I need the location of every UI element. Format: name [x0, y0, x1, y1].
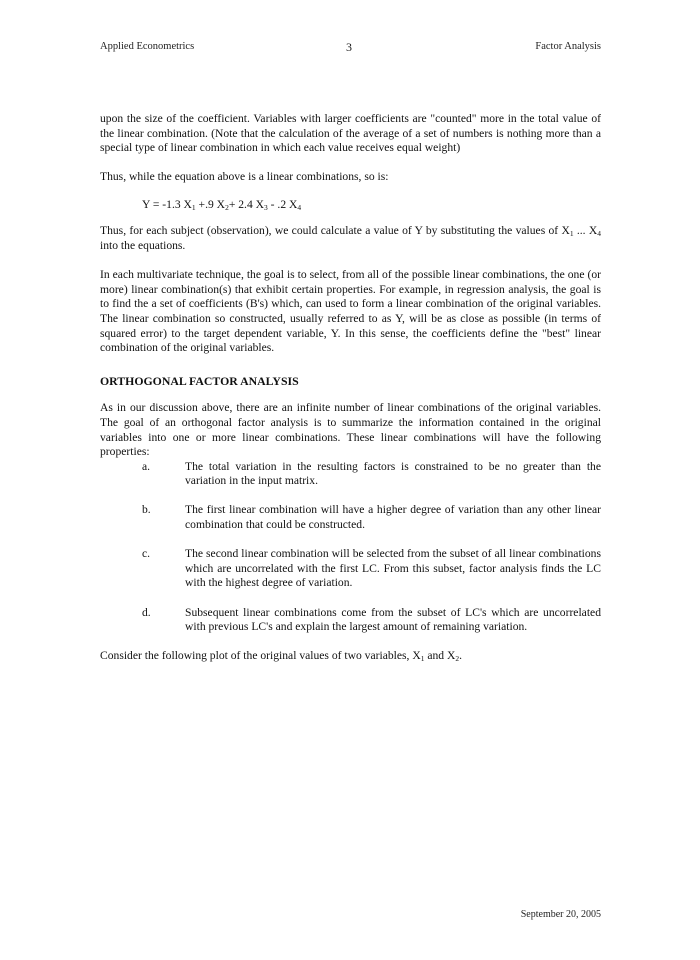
document-body — [100, 112, 601, 663]
properties-list — [100, 460, 601, 635]
list-item — [100, 547, 601, 591]
equation: Y = -1.3 $X_1 +.9$ $X_2+ 2.4$ $X_3 - .2$ $X_4$ — [142, 197, 302, 212]
paragraph-multivariate-goal: In each multivariate technique, the goal is to select, from all of the possible linear combinations, the one (or more) linear combination(s) that exhibit certain properties. For example, in regression analysis, the goal is to find the a set of coefficients (B's) which, can used to form a linear combination of the original variables. The linear combination so constructed, usually referred to as Y, will be as close as possible (in terms of squared error) to the target dependent variable, Y. In this sense, the coefficients define the "best" linear combination of the original variables. — [100, 268, 601, 355]
list-item-text: Subsequent linear combinations come from the subset of LC's which are uncorrelated with previous LC's and explain the largest amount of remaining variation. — [185, 605, 601, 634]
section-heading: ORTHOGONAL FACTOR ANALYSIS — [100, 373, 299, 388]
list-item-text: The total variation in the resulting factors is constrained to be no greater than the variation in the input matrix. — [185, 459, 601, 488]
list-item-letter: a. — [142, 459, 151, 473]
list-item — [100, 460, 601, 489]
page-number: 3 — [346, 40, 352, 54]
running-header-right: Factor Analysis — [535, 41, 601, 52]
paragraph-consider-plot: Consider the following plot of the original values of two variables, $X_1$ and $X_2$. — [100, 648, 463, 663]
list-item-text: The first linear combination will have a higher degree of variation than any other linear combination that could be constructed. — [185, 503, 601, 532]
paragraph-coefficient-size: upon the size of the coefficient. Variables with larger coefficients are "counted" more in the total value of the linear combination. (Note that the calculation of the average of a set of numbers is nothing more than a special type of linear combination in which each value receives equal weight) — [100, 112, 601, 155]
footer-date: September 20, 2005 — [520, 909, 601, 920]
list-item-letter: c. — [142, 547, 151, 561]
paragraph-calculate-y: Thus, for each subject (observation), we could calculate a value of Y by substituting the values of $X_1$ ... $X_4$ into the equations. — [100, 224, 601, 253]
list-item-text: The second linear combination will be selected from the subset of all linear combinations which are uncorrelated with the first LC. From this subset, factor analysis finds the LC with the highest degree of variation. — [185, 547, 601, 590]
paragraph-linear-combination-intro: Thus, while the equation above is a linear combinations, so is: — [100, 170, 389, 184]
list-item — [100, 606, 601, 635]
list-item-letter: d. — [142, 605, 151, 619]
list-item-letter: b. — [142, 503, 151, 517]
paragraph-orthogonal-intro: As in our discussion above, there are an infinite number of linear combinations of the original variables. The goal of an orthogonal factor analysis is to summarize the information contained in the original variables into one or more linear combinations. These linear combinations will have the following properties: — [100, 401, 601, 459]
list-item — [100, 503, 601, 532]
running-header-left: Applied Econometrics — [100, 41, 195, 52]
